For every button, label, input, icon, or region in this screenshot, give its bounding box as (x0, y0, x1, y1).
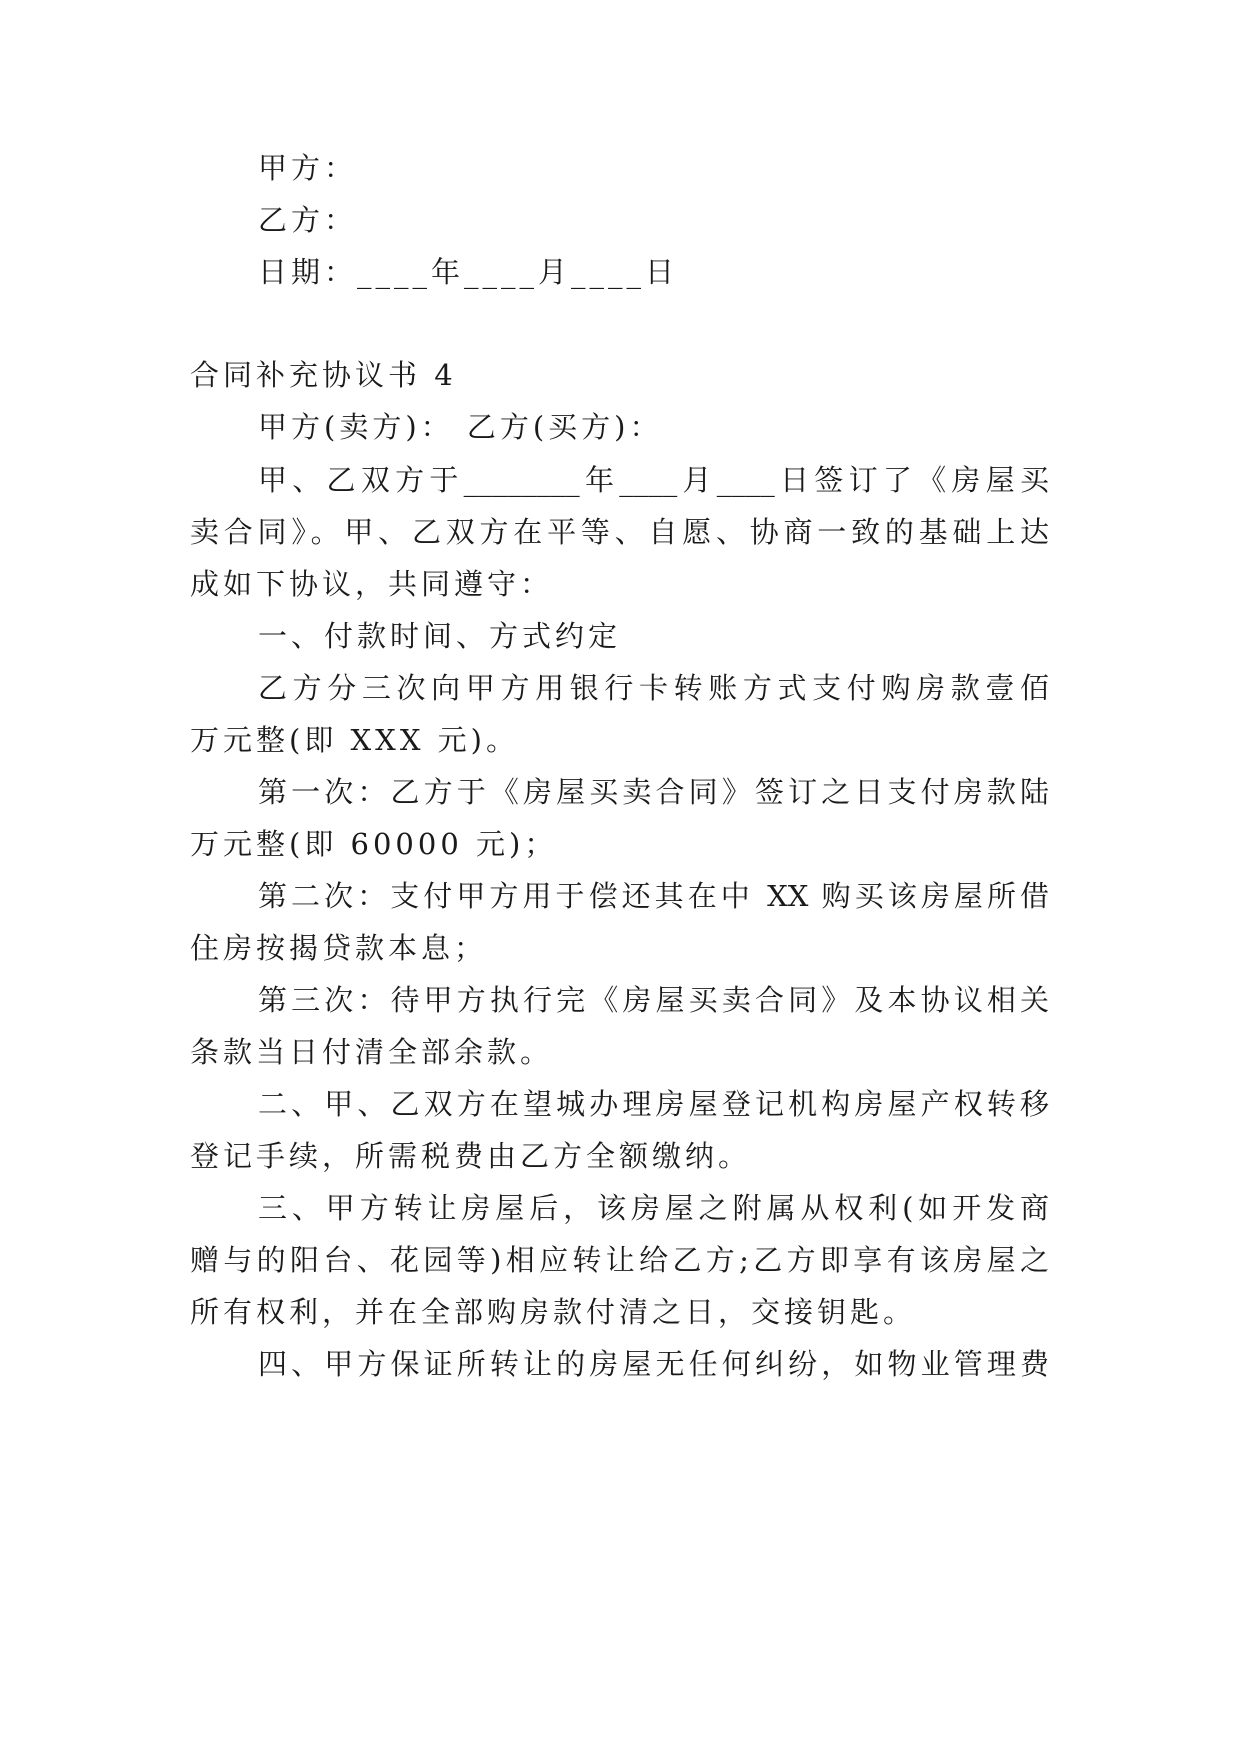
section-heading: 一、付款时间、方式约定 (258, 619, 622, 653)
paragraph-line: 条款当日付清全部余款。 (190, 1035, 554, 1069)
paragraph-line: 乙方分三次向甲方用银行卡转账方式支付购房款壹佰 (258, 671, 1049, 705)
paragraph-line: 二、甲、乙双方在望城办理房屋登记机构房屋产权转移 (258, 1087, 1049, 1121)
paragraph-line: 三、甲方转让房屋后，该房屋之附属从权利(如开发商 (258, 1191, 1049, 1225)
paragraph-line: 登记手续，所需税费由乙方全额缴纳。 (190, 1139, 752, 1173)
paragraph-line: 所有权利，并在全部购房款付清之日，交接钥匙。 (190, 1295, 917, 1329)
paragraph-line: 第二次：支付甲方用于偿还其在中 XX 购买该房屋所借 (258, 879, 1049, 913)
paragraph-line: 万元整(即 60000 元)； (190, 827, 558, 861)
paragraph-line: 第三次：待甲方执行完《房屋买卖合同》及本协议相关 (258, 983, 1049, 1017)
parties-line: 甲方(卖方)： 乙方(买方)： (258, 410, 663, 444)
signature-date: 日期：____年____月____日 (258, 255, 679, 289)
paragraph-line: 甲、乙双方于________年____月____日签订了《房屋买 (258, 463, 1049, 497)
paragraph-line: 万元整(即 XXX 元)。 (190, 723, 520, 757)
signature-party-a: 甲方： (258, 151, 358, 185)
paragraph-line: 住房按揭贷款本息； (190, 931, 488, 965)
paragraph-line: 卖合同》。甲、乙双方在平等、自愿、协商一致的基础上达 (190, 515, 1049, 549)
paragraph-line: 赠与的阳台、花园等)相应转让给乙方;乙方即享有该房屋之 (190, 1243, 1049, 1277)
signature-party-b: 乙方： (258, 203, 358, 237)
paragraph-line: 成如下协议，共同遵守： (190, 567, 554, 601)
paragraph-line: 第一次：乙方于《房屋买卖合同》签订之日支付房款陆 (258, 775, 1049, 809)
paragraph-line: 四、甲方保证所转让的房屋无任何纠纷，如物业管理费 (258, 1347, 1049, 1381)
document-title: 合同补充协议书 4 (190, 358, 457, 392)
